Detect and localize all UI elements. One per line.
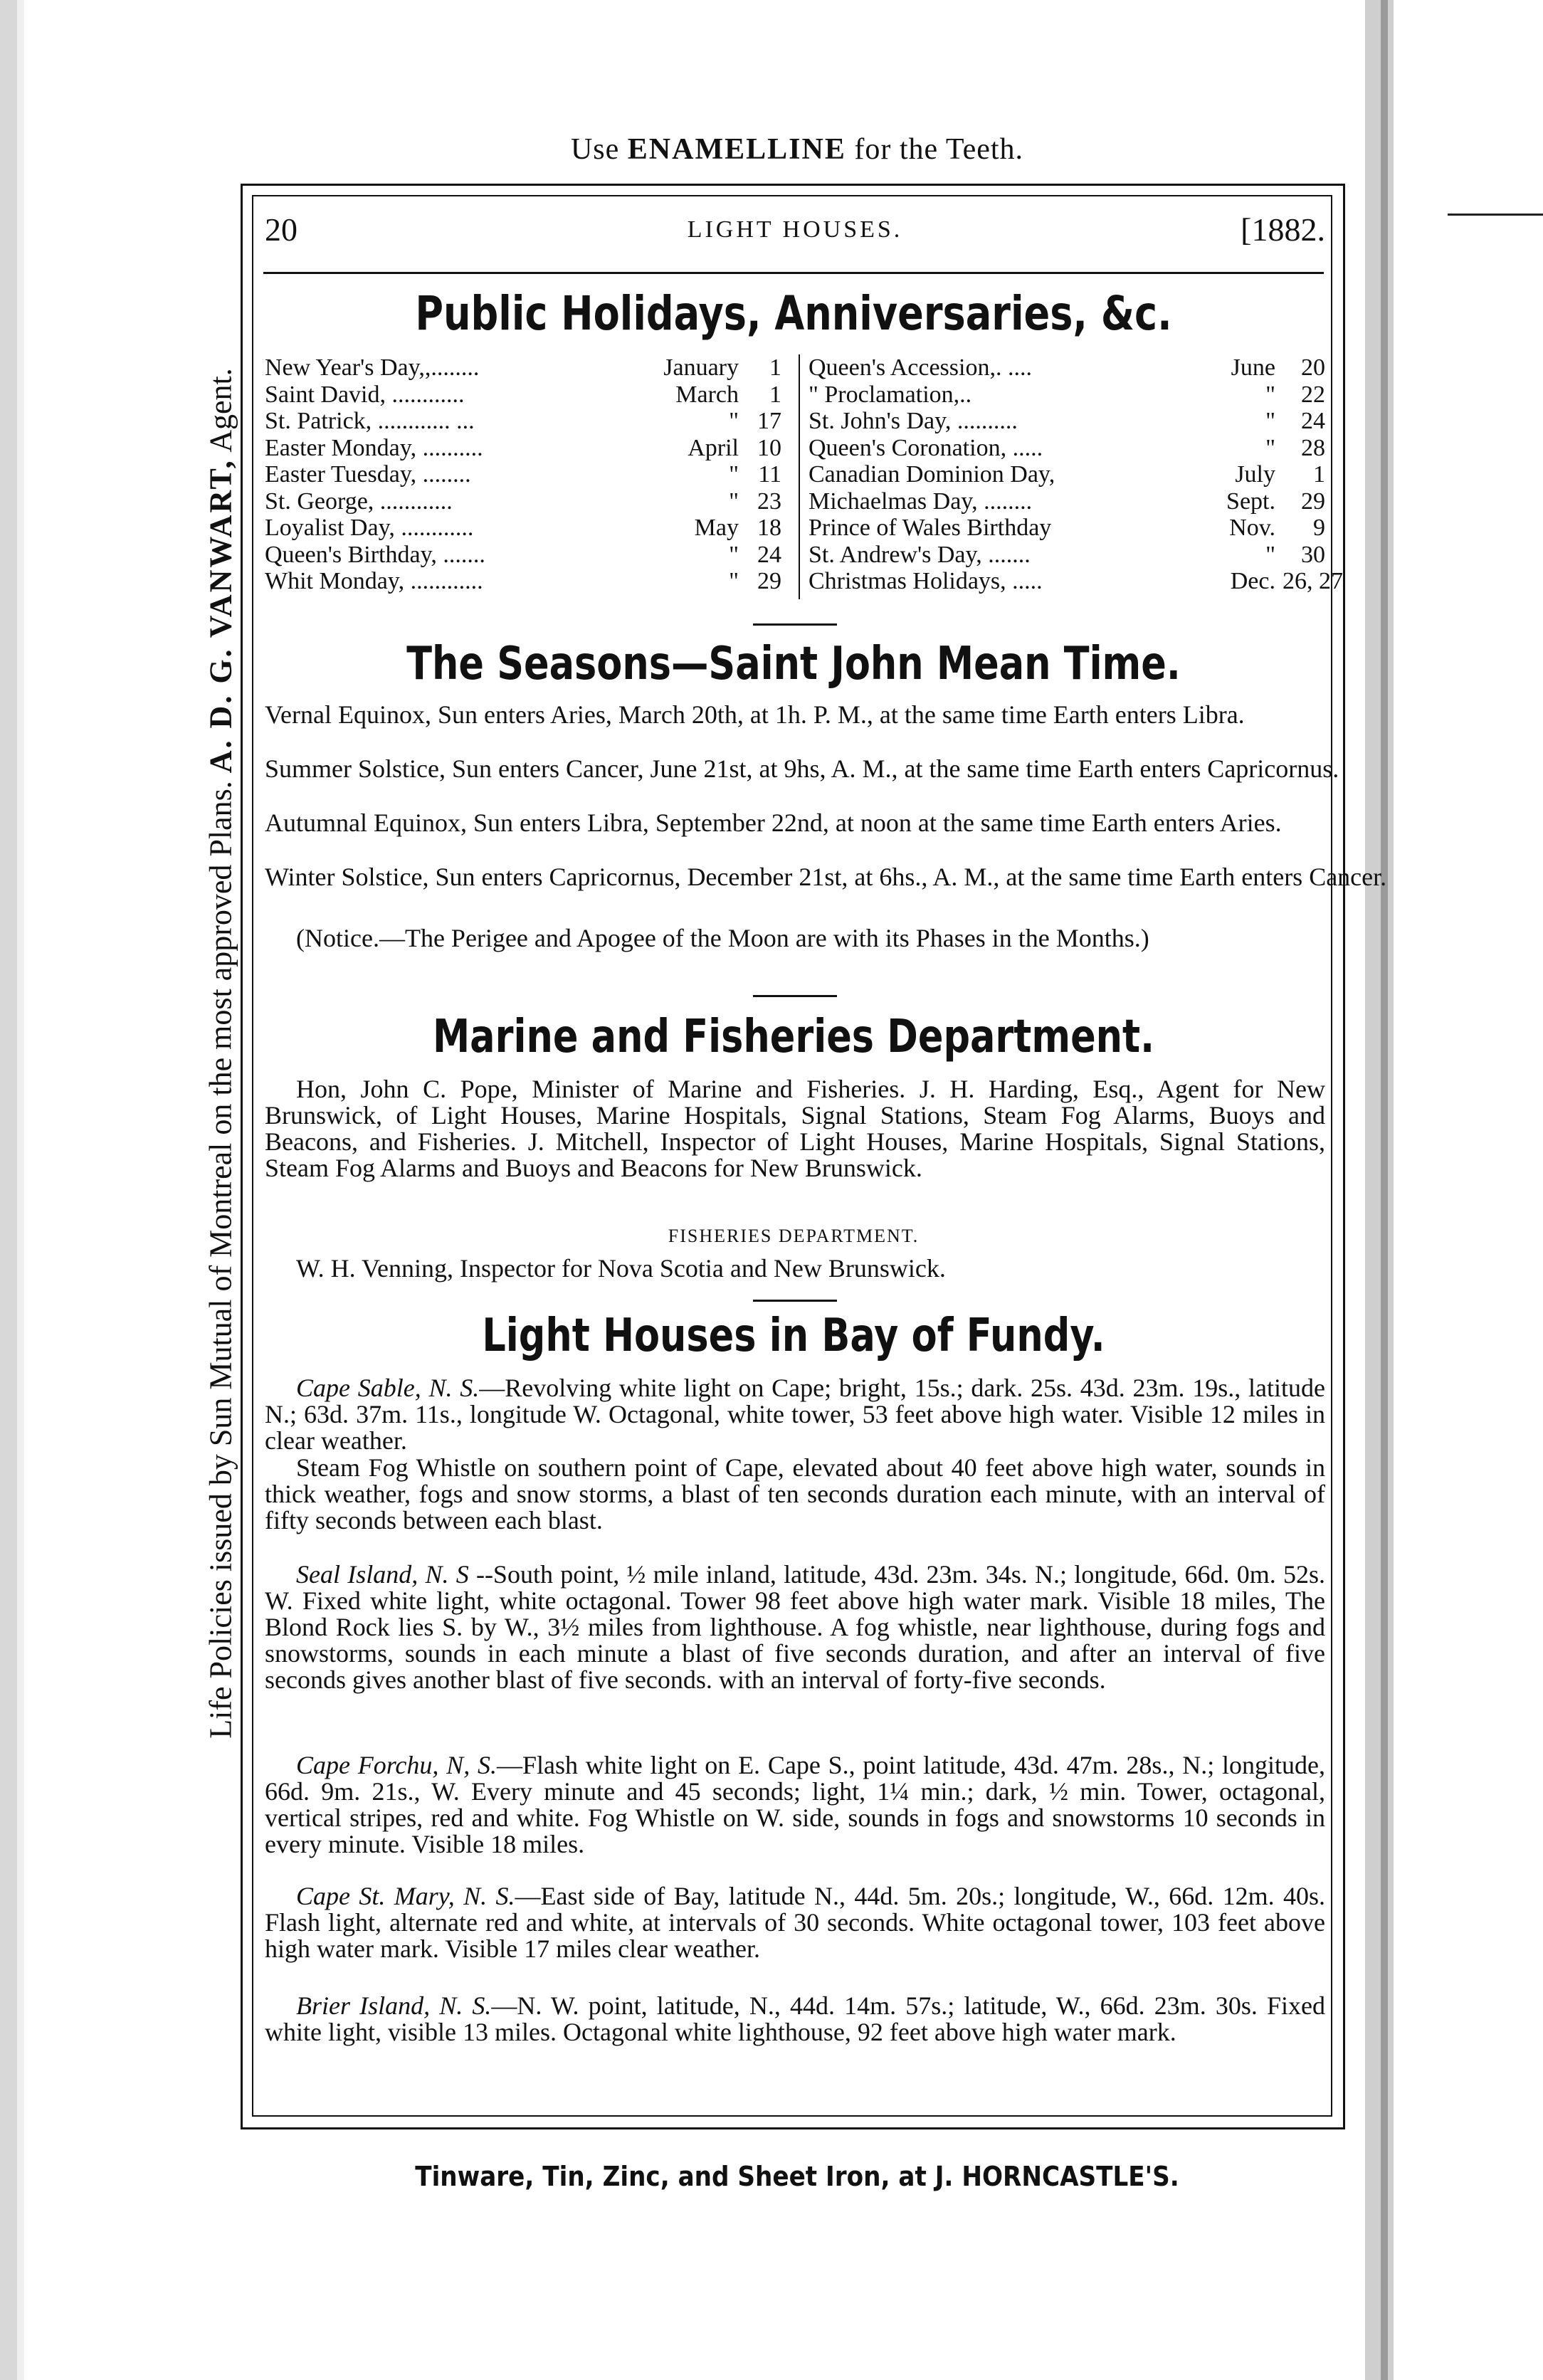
section-divider [753, 995, 837, 997]
next-page-rule [1448, 214, 1543, 216]
holiday-month: " [729, 461, 739, 488]
holiday-day: 9 [1313, 515, 1325, 541]
holiday-name: " Proclamation,.. [809, 381, 972, 408]
holiday-day: 17 [757, 408, 781, 434]
holiday-row [265, 435, 781, 462]
holiday-month: " [1265, 408, 1275, 434]
holiday-row [265, 515, 781, 542]
left-page-edge-shadow [17, 0, 24, 2380]
running-head-ad [242, 132, 1352, 167]
page-header [265, 211, 1325, 256]
holiday-day: 24 [1301, 408, 1325, 434]
lighthouse-text: —Flash white light on E. Cape S., point latitude, 43d. 47m. 28s., N.; longitude, 66d. 9m. 21s., W. Every minute and 45 seconds; light, 1¼ min.; dark, ½ min. Tower, octagonal, vertical stripes, red and white. Fog Whistle on W. side, sounds in fogs and snowstorms 10 seconds in every minute. Visible 18 miles. [265, 1751, 1325, 1858]
lighthouse-place: Seal Island, N. S [296, 1560, 469, 1589]
holiday-month: " [729, 541, 739, 568]
holiday-day: 1 [769, 354, 781, 381]
holiday-row [265, 488, 781, 515]
footer-ad: Tinware, Tin, Zinc, and Sheet Iron, at J. HORNCASTLE'S. [415, 2161, 1179, 2192]
holiday-row [809, 515, 1325, 542]
holidays-table [265, 354, 1343, 596]
running-head-prefix: Use [570, 133, 620, 166]
holiday-month: " [1265, 434, 1275, 461]
lighthouse-text: —Revolving white light on Cape; bright, 15s.; dark. 25s. 43d. 23m. 19s., latitude N.; 63d. 37m. 11s., longitude W. Octagonal, white tower, 53 feet above high water. Visible 12 miles in clear weather. [265, 1374, 1325, 1455]
holiday-day: 24 [757, 541, 781, 568]
holiday-row [809, 435, 1325, 462]
next-page-fragment [1394, 0, 1543, 2380]
holiday-month: Dec. [1230, 568, 1275, 594]
section-divider [753, 1300, 837, 1302]
holiday-row [265, 542, 781, 569]
holiday-row [809, 461, 1325, 488]
lighthouse-entry [265, 1455, 1325, 1534]
holiday-month: July [1235, 461, 1275, 488]
lighthouse-place: Cape St. Mary, N. S. [296, 1882, 515, 1910]
holiday-day: 20 [1301, 354, 1325, 381]
holiday-name: St. Patrick, ............ ... [265, 408, 475, 434]
holiday-day: 29 [757, 568, 781, 594]
holiday-month: " [1265, 381, 1275, 408]
holiday-month: June [1231, 354, 1275, 381]
holiday-name: Canadian Dominion Day, [809, 461, 1055, 488]
seasons-notice: (Notice.—The Perigee and Apogee of the Moon are with its Phases in the Months.) [296, 924, 1149, 952]
holiday-month: " [729, 568, 739, 594]
holiday-month: April [688, 434, 739, 461]
holiday-name: Queen's Accession,. .... [809, 354, 1032, 381]
lighthouse-text: —East side of Bay, latitude N., 44d. 5m. 20s.; longitude, W., 66d. 12m. 40s. Flash light, alternate red and white, at intervals of 30 seconds. White octagonal tower, 103 feet above high water mark. Visible 17 miles clear weather. [265, 1882, 1325, 1963]
running-head-suffix: for the Teeth. [854, 133, 1024, 166]
page-title: LIGHT HOUSES. [687, 216, 903, 243]
holiday-day: 10 [757, 434, 781, 461]
lighthouse-text: —N. W. point, latitude, N., 44d. 14m. 57s.; latitude, W., 66d. 23m. 30s. Fixed white light, visible 13 miles. Octagonal white lighthouse, 92 feet above high water mark. [265, 1991, 1325, 2046]
lighthouse-entry [265, 1993, 1325, 2045]
holiday-name: Whit Monday, ............ [265, 568, 483, 594]
section-divider [753, 623, 837, 626]
side-ad-main: Life Policies issued by Sun Mutual of Montreal on the most approved Plans. [203, 781, 238, 1739]
side-margin-ad [203, 128, 239, 1979]
fisheries-inspector: W. H. Venning, Inspector for Nova Scotia and New Brunswick. [296, 1254, 946, 1283]
holiday-name: St. John's Day, .......... [809, 408, 1018, 434]
holiday-month: Nov. [1229, 515, 1275, 541]
holiday-name: Saint David, ............ [265, 381, 465, 408]
lighthouse-place: Brier Island, N. S. [296, 1991, 492, 2020]
holiday-row [265, 461, 781, 488]
header-rule [263, 272, 1324, 274]
holiday-row [809, 488, 1325, 515]
holiday-day: 23 [757, 488, 781, 515]
holiday-month: March [675, 381, 739, 408]
holiday-name: New Year's Day,,........ [265, 354, 480, 381]
lighthouse-entry [265, 1752, 1325, 1858]
holiday-name: St. George, ............ [265, 488, 453, 515]
lighthouse-place: Cape Forchu, N, S. [296, 1751, 497, 1779]
lighthouses-title: Light Houses in Bay of Fundy. [482, 1310, 1105, 1362]
holiday-row [809, 354, 1325, 381]
marine-body: Hon, John C. Pope, Minister of Marine and Fisheries. J. H. Harding, Esq., Agent for New Brunswick, of Light Houses, Marine Hospitals, Signal Stations, Steam Fog Alarms, Buoys and Beacons, and Fisheries. J. Mitchell, Inspector of Light Houses, Marine Hospitals, Signal Stations, Steam Fog Alarms and Buoys and Beacons for New Brunswick. [265, 1075, 1325, 1182]
holiday-name: St. Andrew's Day, ....... [809, 541, 1031, 568]
holiday-month: January [663, 354, 739, 381]
holiday-row [809, 542, 1325, 569]
book-spine-shadow [1381, 0, 1388, 2380]
lighthouse-entry [265, 1883, 1325, 1962]
lighthouse-text: --South point, ½ mile inland, latitude, 43d. 23m. 34s. N.; longitude, 66d. 0m. 52s. W. Fixed white light, white octagonal. Tower 98 feet above high water mark. Visible 18 miles, The Blond Rock lies S. by W., 3½ miles from lighthouse. A fog whistle, near lighthouse, during fogs and snowstorms, sounds in each minute a blast of five seconds duration, and after an interval of five seconds gives another blast of five seconds. with an interval of forty-five seconds. [265, 1560, 1325, 1694]
holiday-day: 29 [1301, 488, 1325, 515]
holiday-name: Easter Monday, .......... [265, 434, 483, 461]
seasons-title: The Seasons—Saint John Mean Time. [406, 638, 1181, 690]
season-summer: Summer Solstice, Sun enters Cancer, June 21st, at 9hs, A. M., at the same time Earth enters Capricornus. [265, 754, 1339, 783]
page-number: 20 [265, 211, 297, 248]
lighthouse-entry [265, 1562, 1325, 1693]
holiday-day: 1 [769, 381, 781, 408]
page-year: [1882. [1241, 211, 1325, 248]
holiday-month: " [1265, 541, 1275, 568]
season-vernal: Vernal Equinox, Sun enters Aries, March 20th, at 1h. P. M., at the same time Earth enters Libra. [265, 700, 1245, 729]
holiday-row [265, 568, 781, 595]
holiday-row [809, 408, 1325, 435]
holiday-month: " [729, 488, 739, 515]
holiday-month: " [729, 408, 739, 434]
holiday-name: Queen's Birthday, ....... [265, 541, 485, 568]
lighthouse-place: Cape Sable, N. S. [296, 1374, 480, 1402]
holidays-title: Public Holidays, Anniversaries, &c. [415, 286, 1172, 341]
holiday-name: Prince of Wales Birthday [809, 515, 1052, 541]
season-winter: Winter Solstice, Sun enters Capricornus, December 21st, at 6hs., A. M., at the same time Earth enters Cancer. [265, 863, 1387, 891]
holiday-month: May [694, 515, 739, 541]
side-ad-role: Agent. [203, 368, 238, 453]
marine-title: Marine and Fisheries Department. [432, 1011, 1155, 1063]
book-spine [1365, 0, 1394, 2380]
holiday-name: Loyalist Day, ............ [265, 515, 474, 541]
lighthouse-text: Steam Fog Whistle on southern point of Cape, elevated about 40 feet above high water, sounds in thick weather, fogs and snow storms, a blast of ten seconds duration each minute, with an interval of fifty seconds between each blast. [265, 1453, 1325, 1534]
fisheries-subhead: FISHERIES DEPARTMENT. [668, 1226, 920, 1246]
holiday-row [265, 408, 781, 435]
holiday-day: 30 [1301, 541, 1325, 568]
holiday-day: 26, 27 [1283, 568, 1343, 594]
side-ad-agent: A. D. G. VANWART, [203, 458, 238, 774]
holiday-row [265, 354, 781, 381]
holiday-month: Sept. [1226, 488, 1275, 515]
holidays-right-column [809, 354, 1343, 595]
holiday-row [265, 381, 781, 409]
holiday-name: Christmas Holidays, ..... [809, 568, 1043, 594]
holiday-day: 28 [1301, 434, 1325, 461]
holiday-name: Queen's Coronation, ..... [809, 434, 1043, 461]
lighthouse-entry [265, 1375, 1325, 1454]
holiday-day: 11 [758, 461, 781, 488]
holiday-row [809, 568, 1343, 595]
season-autumnal: Autumnal Equinox, Sun enters Libra, September 22nd, at noon at the same time Earth enters Aries. [265, 809, 1282, 837]
holidays-left-column [265, 354, 781, 595]
holiday-day: 22 [1301, 381, 1325, 408]
holiday-name: Easter Tuesday, ........ [265, 461, 471, 488]
holiday-name: Michaelmas Day, ........ [809, 488, 1033, 515]
running-head-brand: ENAMELLINE [627, 133, 846, 166]
left-page-edge [0, 0, 17, 2380]
holiday-day: 18 [757, 515, 781, 541]
holiday-day: 1 [1313, 461, 1325, 488]
holiday-row [809, 381, 1325, 409]
